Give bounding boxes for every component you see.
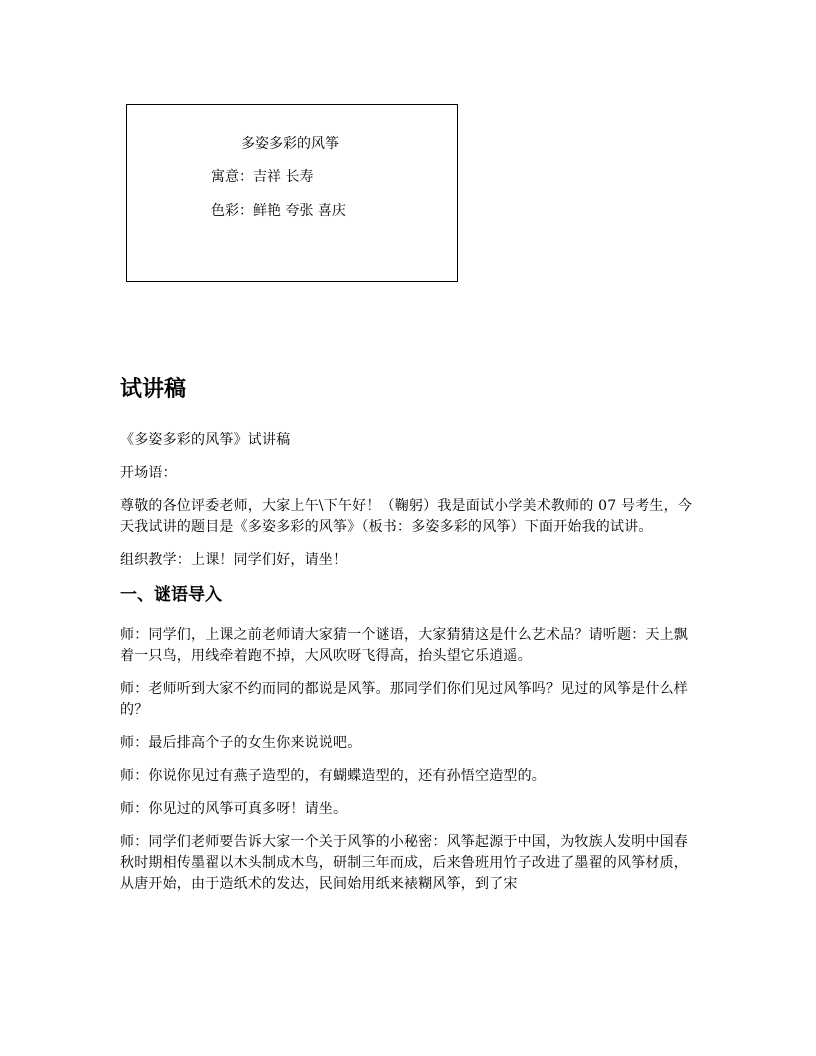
- opening-paragraph: 尊敬的各位评委老师，大家上午\下午好！（鞠躬）我是面试小学美术教师的 07 号考生，今天我试讲的题目是《多姿多彩的风筝》（板书：多姿多彩的风筝）下面开始我的试讲。: [120, 498, 693, 535]
- board-title: 多姿多彩的风筝: [241, 136, 339, 152]
- body-paragraph: 师：你见过的风筝可真多呀！请坐。: [120, 801, 348, 817]
- opening-label: 开场语：: [120, 465, 177, 481]
- body-paragraph: 师：你说你见过有燕子造型的，有蝴蝶造型的，还有孙悟空造型的。: [120, 768, 546, 784]
- document-body: [120, 372, 700, 907]
- organize-paragraph: 组织教学：上课！同学们好，请坐！: [120, 552, 348, 568]
- blackboard-box: [126, 104, 458, 282]
- section-heading: 一、谜语导入: [120, 585, 222, 605]
- document-subtitle: 《多姿多彩的风筝》试讲稿: [120, 432, 291, 448]
- body-paragraph: 师：最后排高个子的女生你来说说吧。: [120, 735, 362, 751]
- board-color-line: 色彩：鲜艳 夸张 喜庆: [211, 203, 346, 219]
- body-paragraph: 师：同学们，上课之前老师请大家猜一个谜语，大家猜猜这是什么艺术品？请听题：天上飘着一只鸟，用线牵着跑不掉，大风吹呀飞得高，抬头望它乐逍遥。: [120, 627, 688, 664]
- body-paragraph: 师：老师听到大家不约而同的都说是风筝。那同学们你们见过风筝吗？见过的风筝是什么样的？: [120, 681, 688, 718]
- body-paragraph: 师：同学们老师要告诉大家一个关于风筝的小秘密：风筝起源于中国，为牧族人发明中国春秋时期相传墨翟以木头制成木鸟，研制三年而成，后来鲁班用竹子改进了墨翟的风筝材质，从唐开始，由于造纸术的发达，民间始用纸来裱糊风筝，到了宋: [120, 834, 688, 892]
- document-title: 试讲稿: [120, 377, 187, 402]
- board-meaning-line: 寓意：吉祥 长寿: [211, 169, 314, 185]
